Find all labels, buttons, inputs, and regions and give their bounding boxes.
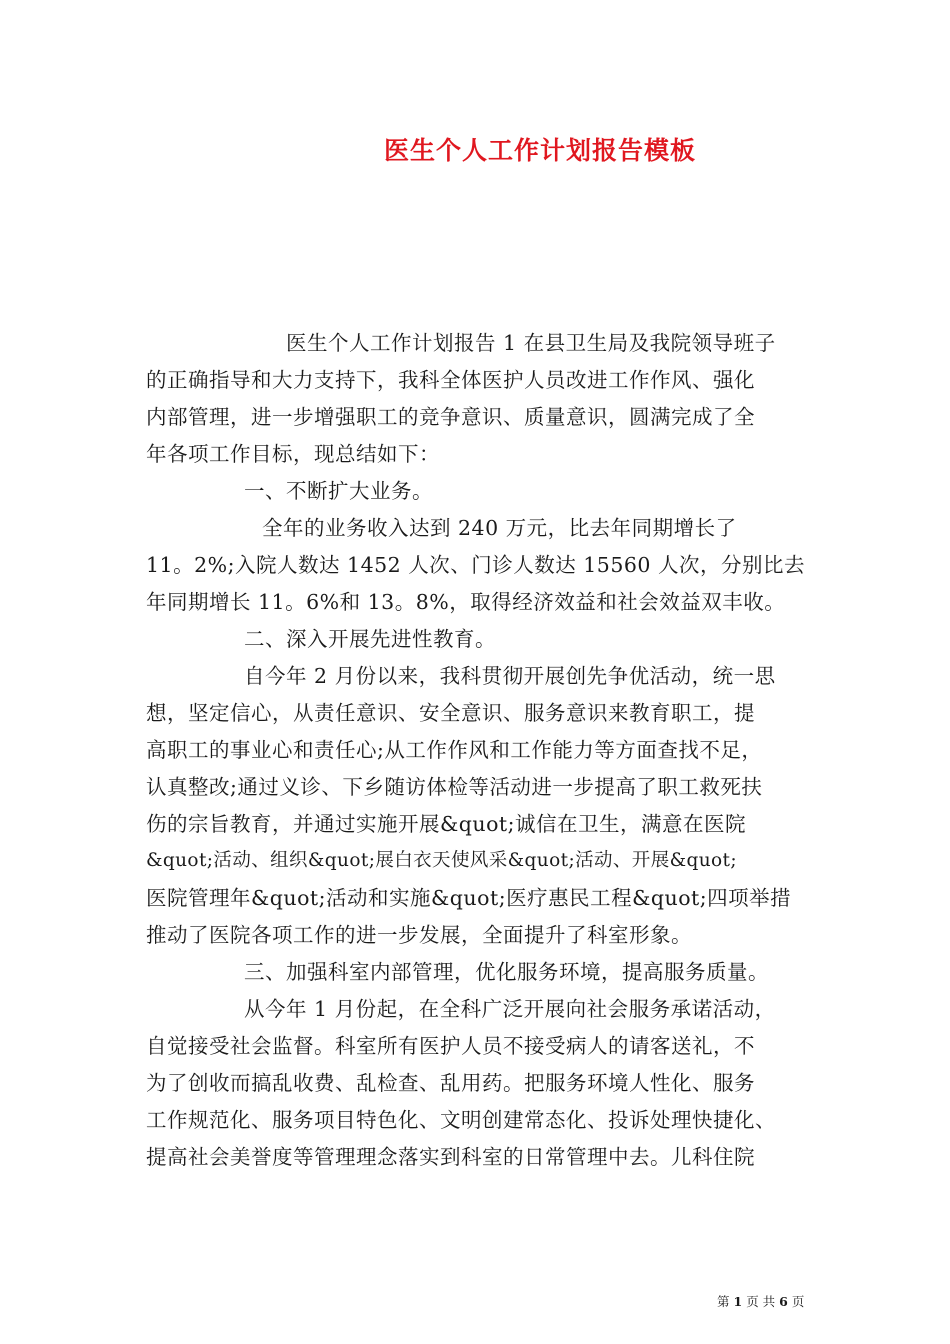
paragraph-line: 为了创收而搞乱收费、乱检查、乱用药。把服务环境人性化、服务: [146, 1071, 755, 1095]
paragraph-line: 医生个人工作计划报告 1 在县卫生局及我院领导班子: [286, 331, 776, 355]
paragraph-line: 自今年 2 月份以来，我科贯彻开展创先争优活动，统一思: [244, 664, 776, 688]
page-current: 1: [733, 1294, 743, 1309]
paragraph-line: 内部管理，进一步增强职工的竞争意识、质量意识，圆满完成了全: [146, 405, 755, 429]
paragraph-line: 想，坚定信心，从责任意识、安全意识、服务意识来教育职工，提: [146, 701, 755, 725]
paragraph-line: 全年的业务收入达到 240 万元，比去年同期增长了: [262, 516, 737, 540]
section-heading: 一、不断扩大业务。: [244, 479, 433, 503]
paragraph-line: 认真整改;通过义诊、下乡随访体检等活动进一步提高了职工救死扶: [146, 775, 763, 799]
section-heading: 三、加强科室内部管理，优化服务环境，提高服务质量。: [244, 960, 769, 984]
page-prefix: 第: [717, 1294, 730, 1309]
document-title: 医生个人工作计划报告模板: [383, 136, 696, 165]
paragraph-line: 工作规范化、服务项目特色化、文明创建常态化、投诉处理快捷化、: [146, 1108, 776, 1132]
paragraph-line: &quot;活动、组织&quot;展白衣天使风采&quot;活动、开展&quot;: [146, 850, 738, 871]
paragraph-line: 年同期增长 11。6%和 13。8%，取得经济效益和社会效益双丰收。: [146, 590, 786, 614]
paragraph-line: 伤的宗旨教育，并通过实施开展&quot;诚信在卫生，满意在医院: [146, 812, 747, 836]
paragraph-line: 自觉接受社会监督。科室所有医护人员不接受病人的请客送礼，不: [146, 1034, 755, 1058]
section-heading: 二、深入开展先进性教育。: [244, 627, 496, 651]
paragraph-line: 年各项工作目标，现总结如下：: [146, 442, 440, 466]
paragraph-line: 的正确指导和大力支持下，我科全体医护人员改进工作作风、强化: [146, 368, 755, 392]
paragraph-line: 医院管理年&quot;活动和实施&quot;医疗惠民工程&quot;四项举措: [146, 886, 792, 910]
paragraph-line: 11。2%;入院人数达 1452 人次、门诊人数达 15560 人次，分别比去: [146, 553, 805, 577]
paragraph-line: 推动了医院各项工作的进一步发展，全面提升了科室形象。: [146, 923, 692, 947]
paragraph-line: 高职工的事业心和责任心;从工作作风和工作能力等方面查找不足，: [146, 738, 763, 762]
paragraph-line: 从今年 1 月份起，在全科广泛开展向社会服务承诺活动，: [244, 997, 776, 1021]
page-number: [717, 1292, 804, 1310]
page-suffix: 页: [791, 1294, 805, 1309]
page-total: 6: [779, 1294, 788, 1309]
page-mid: 页 共: [746, 1294, 776, 1309]
paragraph-line: 提高社会美誉度等管理理念落实到科室的日常管理中去。儿科住院: [146, 1145, 755, 1169]
